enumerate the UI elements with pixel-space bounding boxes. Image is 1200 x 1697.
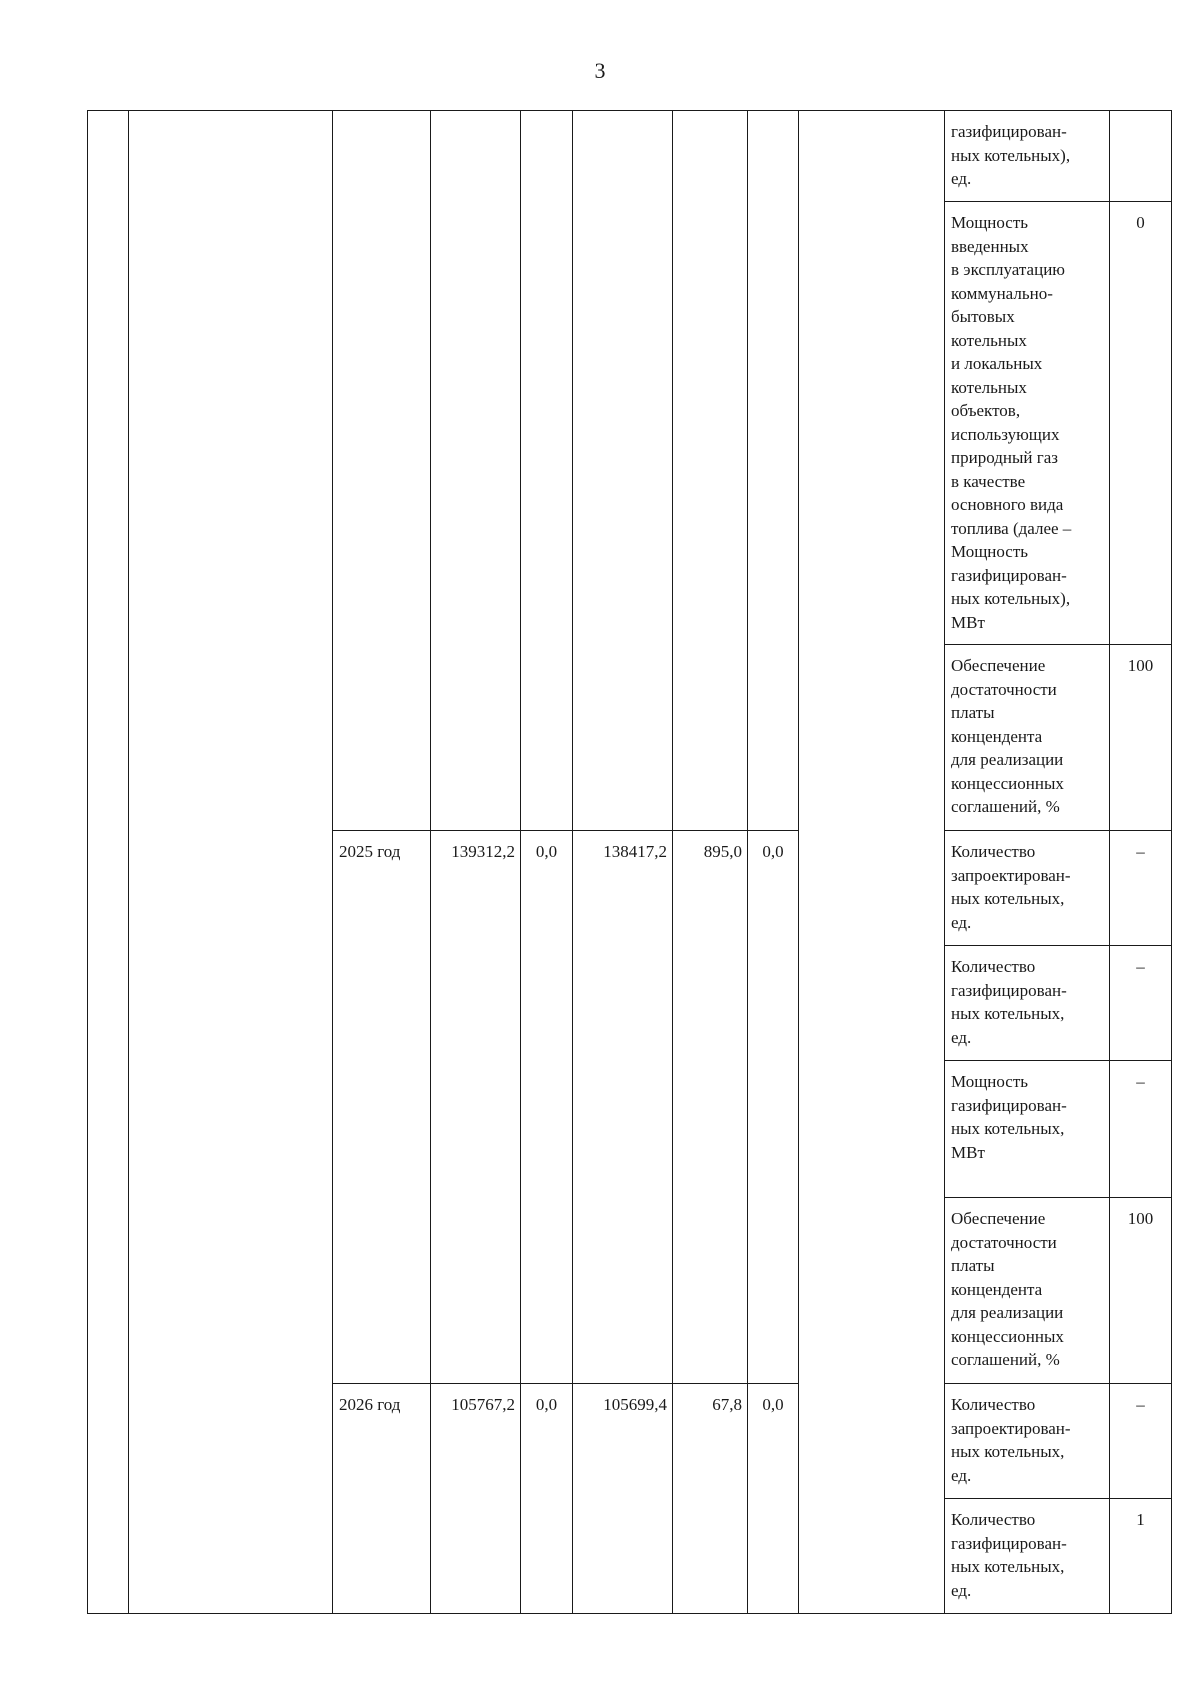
indicator-name: Обеспечение достаточности платы концендента для реализации концессионных соглашений, % <box>945 1198 1110 1384</box>
indicator-value: – <box>1110 1384 1172 1499</box>
indicator-value: 100 <box>1110 1198 1172 1384</box>
indicator-name: Обеспечение достаточности платы концендента для реализации концессионных соглашений, % <box>945 645 1110 831</box>
indicator-value: – <box>1110 946 1172 1061</box>
year-cell <box>333 111 431 831</box>
local-budget-cell: 895,0 <box>673 831 748 1384</box>
executor-cell <box>799 111 945 1614</box>
extrabudgetary-cell: 0,0 <box>748 831 799 1384</box>
event-name-cell <box>129 111 333 1614</box>
total-funding-cell: 139312,2 <box>431 831 521 1384</box>
extrabudgetary-cell <box>748 111 799 831</box>
regional-budget-cell: 138417,2 <box>573 831 673 1384</box>
indicator-name: газифицирован- ных котельных), ед. <box>945 111 1110 202</box>
program-table <box>87 110 1172 1614</box>
indicator-value: – <box>1110 1061 1172 1198</box>
local-budget-cell: 67,8 <box>673 1384 748 1614</box>
indicator-name: Мощность введенных в эксплуатацию коммунально- бытовых котельных и локальных котельных объектов, использующих природный газ в качестве основного вида топлива (далее – Мощность газифицирован- ных котельных), МВт <box>945 202 1110 645</box>
extrabudgetary-cell: 0,0 <box>748 1384 799 1614</box>
indicator-name: Количество газифицирован- ных котельных, ед. <box>945 946 1110 1061</box>
total-funding-cell <box>431 111 521 831</box>
indicator-name: Количество запроектирован- ных котельных, ед. <box>945 831 1110 946</box>
indicator-value: – <box>1110 831 1172 946</box>
indicator-name: Количество запроектирован- ных котельных, ед. <box>945 1384 1110 1499</box>
indicator-value <box>1110 111 1172 202</box>
table-row <box>88 111 1172 202</box>
indicator-value: 1 <box>1110 1499 1172 1614</box>
number-cell <box>88 111 129 1614</box>
regional-budget-cell: 105699,4 <box>573 1384 673 1614</box>
year-cell: 2025 год <box>333 831 431 1384</box>
page-number: 3 <box>594 58 606 83</box>
indicator-value: 100 <box>1110 645 1172 831</box>
federal-budget-cell: 0,0 <box>521 831 573 1384</box>
indicator-name: Количество газифицирован- ных котельных, ед. <box>945 1499 1110 1614</box>
total-funding-cell: 105767,2 <box>431 1384 521 1614</box>
local-budget-cell <box>673 111 748 831</box>
indicator-value: 0 <box>1110 202 1172 645</box>
indicator-name: Мощность газифицирован- ных котельных, МВт <box>945 1061 1110 1198</box>
regional-budget-cell <box>573 111 673 831</box>
federal-budget-cell <box>521 111 573 831</box>
federal-budget-cell: 0,0 <box>521 1384 573 1614</box>
year-cell: 2026 год <box>333 1384 431 1614</box>
